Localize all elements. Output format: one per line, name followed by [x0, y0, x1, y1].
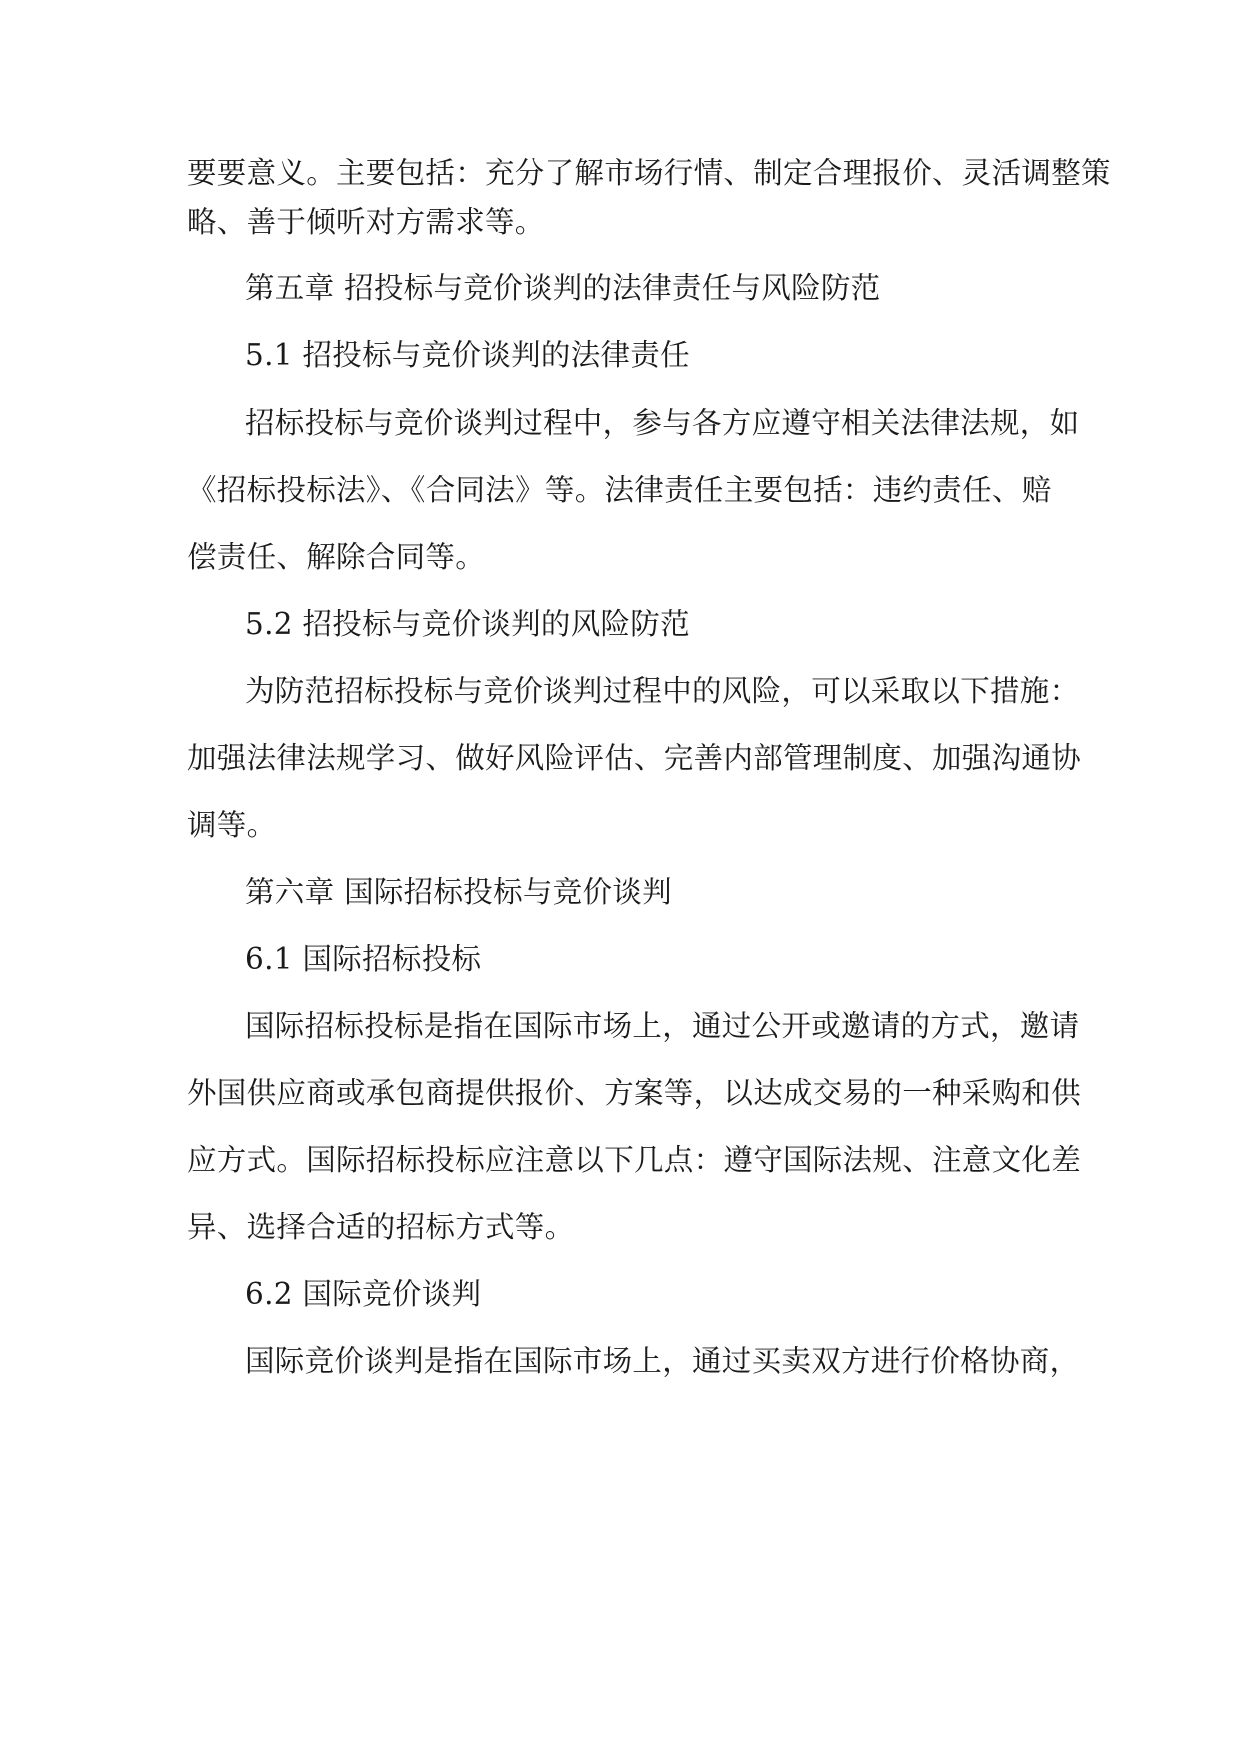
- paragraph-line: 为防范招标投标与竞价谈判过程中的风险，可以采取以下措施：: [245, 674, 1080, 708]
- chapter-heading: 第五章 招投标与竞价谈判的法律责任与风险防范: [245, 271, 881, 305]
- paragraph-line: 国际招标投标是指在国际市场上，通过公开或邀请的方式，邀请: [245, 1009, 1080, 1043]
- paragraph-line: 应方式。国际招标投标应注意以下几点：遵守国际法规、注意文化差: [187, 1143, 1082, 1177]
- section-heading: 5.1 招投标与竞价谈判的法律责任: [245, 338, 690, 372]
- paragraph-line: 外国供应商或承包商提供报价、方案等，以达成交易的一种采购和供: [187, 1076, 1082, 1110]
- paragraph-line: 异、选择合适的招标方式等。: [187, 1210, 575, 1244]
- paragraph-line: 略、善于倾听对方需求等。: [187, 205, 545, 239]
- paragraph-line: 国际竞价谈判是指在国际市场上，通过买卖双方进行价格协商，: [245, 1344, 1080, 1378]
- paragraph-line: 偿责任、解除合同等。: [187, 540, 486, 574]
- section-heading: 6.2 国际竞价谈判: [245, 1277, 482, 1311]
- chapter-heading: 第六章 国际招标投标与竞价谈判: [245, 875, 672, 909]
- paragraph-line: 《招标投标法》、《合同法》等。法律责任主要包括：违约责任、赔: [187, 473, 1052, 507]
- section-heading: 6.1 国际招标投标: [245, 942, 482, 976]
- paragraph-line: 要要意义。主要包括：充分了解市场行情、制定合理报价、灵活调整策: [187, 156, 1111, 190]
- paragraph-line: 招标投标与竞价谈判过程中，参与各方应遵守相关法律法规，如: [245, 406, 1080, 440]
- paragraph-line: 调等。: [187, 808, 277, 842]
- section-heading: 5.2 招投标与竞价谈判的风险防范: [245, 607, 690, 641]
- paragraph-line: 加强法律法规学习、做好风险评估、完善内部管理制度、加强沟通协: [187, 741, 1082, 775]
